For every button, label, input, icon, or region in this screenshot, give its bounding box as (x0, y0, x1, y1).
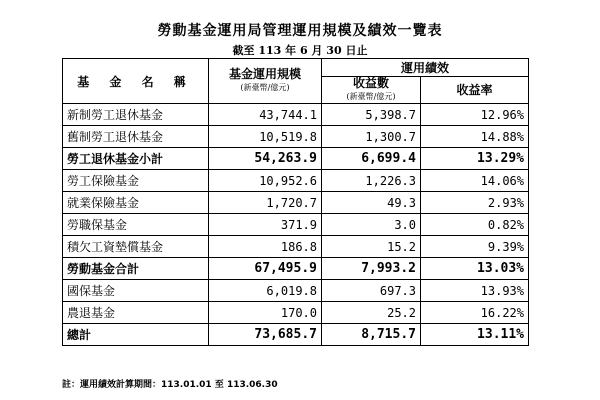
income-cell: 697.3 (322, 280, 421, 302)
table-row (63, 236, 529, 258)
fund-name-cell: 勞工保險基金 (63, 170, 209, 192)
yield-cell: 0.82% (421, 214, 529, 236)
header-yield (421, 77, 529, 104)
yield-cell: 9.39% (421, 236, 529, 258)
fund-name-cell: 積欠工資墊償基金 (63, 236, 209, 258)
header-income-unit: (新臺幣/億元) (346, 92, 396, 101)
header-yield-label: 收益率 (456, 82, 493, 97)
header-row-1 (63, 59, 529, 77)
scale-cell: 43,744.1 (209, 104, 322, 126)
scale-cell: 73,685.7 (209, 324, 322, 346)
income-cell: 8,715.7 (322, 324, 421, 346)
table-row (63, 214, 529, 236)
yield-cell: 13.11% (421, 324, 529, 346)
income-cell: 15.2 (322, 236, 421, 258)
table-row (63, 280, 529, 302)
scale-cell: 67,495.9 (209, 258, 322, 280)
header-scale (209, 59, 322, 104)
fund-name-cell: 新制勞工退休基金 (63, 104, 209, 126)
scale-cell: 371.9 (209, 214, 322, 236)
income-cell: 7,993.2 (322, 258, 421, 280)
yield-cell: 16.22% (421, 302, 529, 324)
document-subtitle: 截至 113 年 6 月 30 日止 (232, 44, 368, 57)
yield-cell: 14.88% (421, 126, 529, 148)
scale-cell: 10,952.6 (209, 170, 322, 192)
fund-name-cell: 國保基金 (63, 280, 209, 302)
fund-name-cell: 農退基金 (63, 302, 209, 324)
yield-cell: 14.06% (421, 170, 529, 192)
yield-cell: 13.29% (421, 148, 529, 170)
header-fund-name: 基 金 名 稱 (63, 59, 209, 104)
income-cell: 1,300.7 (322, 126, 421, 148)
document-title: 勞動基金運用局管理運用規模及績效一覽表 (157, 23, 443, 39)
yield-cell: 12.96% (421, 104, 529, 126)
table-row (63, 104, 529, 126)
header-scale-unit: (新臺幣/億元) (240, 83, 290, 92)
income-cell: 49.3 (322, 192, 421, 214)
scale-cell: 10,519.8 (209, 126, 322, 148)
header-performance: 運用績效 (322, 59, 529, 77)
table-row (63, 170, 529, 192)
yield-cell: 13.03% (421, 258, 529, 280)
table-row (63, 192, 529, 214)
fund-name-cell: 勞職保基金 (63, 214, 209, 236)
fund-name-cell: 勞工退休基金小計 (63, 148, 209, 170)
income-cell: 6,699.4 (322, 148, 421, 170)
fund-name-cell: 就業保險基金 (63, 192, 209, 214)
table-row (63, 302, 529, 324)
yield-cell: 2.93% (421, 192, 529, 214)
header-income-label: 收益數 (352, 76, 389, 90)
fund-name-cell: 勞動基金合計 (63, 258, 209, 280)
subtotal-row (63, 148, 529, 170)
table-row (63, 126, 529, 148)
scale-cell: 6,019.8 (209, 280, 322, 302)
yield-cell: 13.93% (421, 280, 529, 302)
footnote: 註：運用績效計算期間：113.01.01 至 113.06.30 (62, 380, 278, 390)
fund-name-cell: 總計 (63, 324, 209, 346)
subtotal-row (63, 258, 529, 280)
scale-cell: 54,263.9 (209, 148, 322, 170)
header-scale-label: 基金運用規模 (228, 67, 301, 81)
scale-cell: 170.0 (209, 302, 322, 324)
header-income (322, 77, 421, 104)
income-cell: 3.0 (322, 214, 421, 236)
total-row (63, 324, 529, 346)
scale-cell: 186.8 (209, 236, 322, 258)
fund-name-cell: 舊制勞工退休基金 (63, 126, 209, 148)
income-cell: 5,398.7 (322, 104, 421, 126)
scale-cell: 1,720.7 (209, 192, 322, 214)
fund-table (62, 58, 529, 346)
income-cell: 1,226.3 (322, 170, 421, 192)
income-cell: 25.2 (322, 302, 421, 324)
